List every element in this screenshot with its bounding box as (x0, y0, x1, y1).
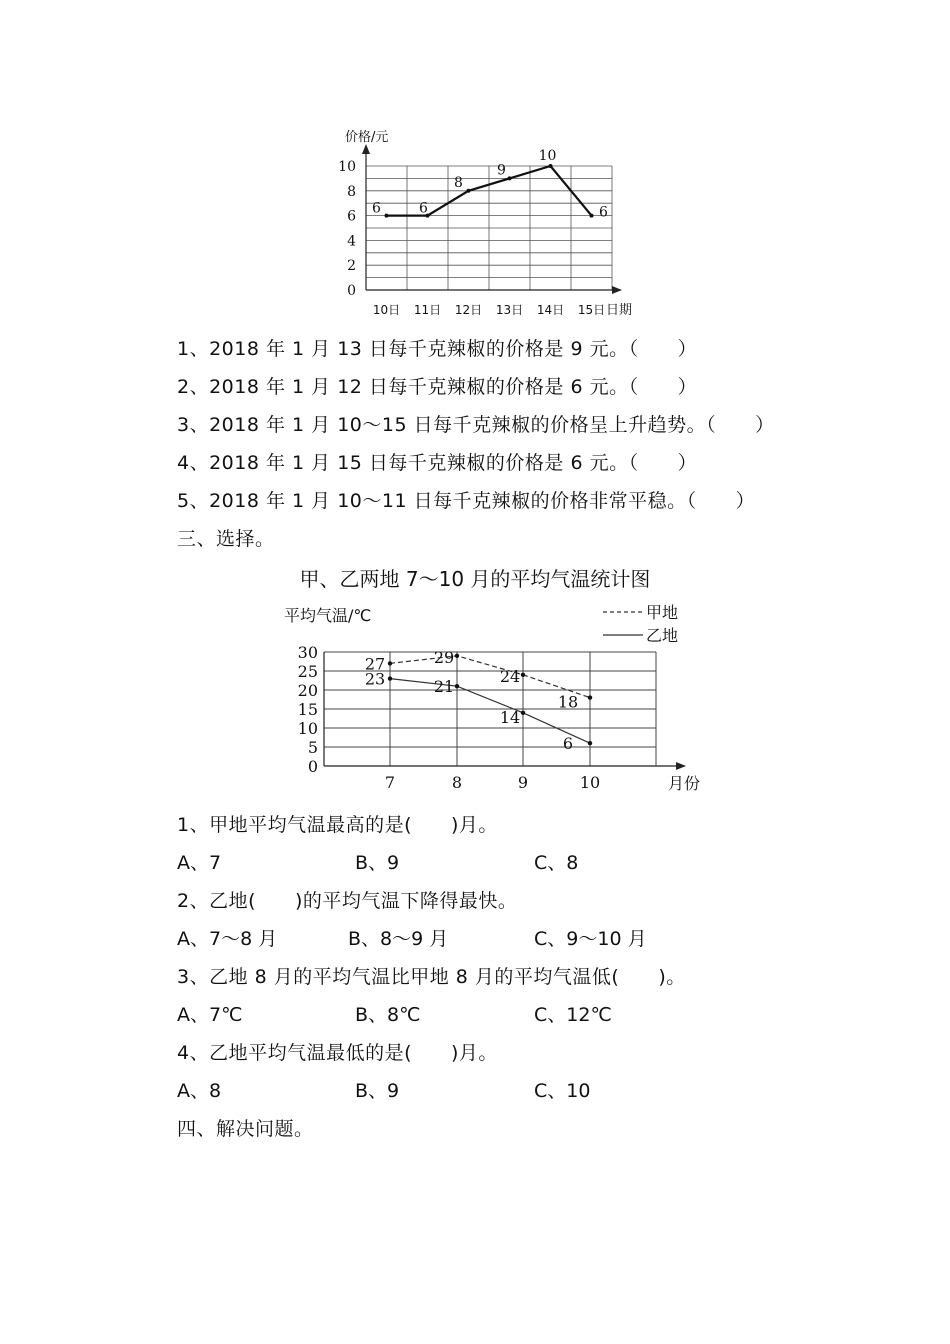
choice-3-option-b: B、8℃ (355, 1004, 421, 1026)
c1-point (385, 214, 389, 218)
c1-ytick-label: 2 (347, 258, 356, 275)
choice-1-option-b: B、9 (355, 852, 400, 874)
c2-ytick-label: 25 (297, 662, 318, 681)
c1-ytick-label: 4 (347, 233, 356, 250)
c1-x-arrow (612, 286, 622, 294)
chart1-x-axis-label: 日期 (606, 303, 633, 318)
c2-ytick-label: 10 (297, 719, 318, 738)
c1-ytick-label: 0 (347, 283, 356, 299)
c1-xtick-label: 15日 (577, 303, 606, 317)
choice-3-option-c: C、12℃ (534, 1004, 612, 1026)
c2-data-label: 21 (433, 677, 455, 697)
choice-question-2: 2、乙地( )的平均气温下降得最快。 (177, 890, 518, 912)
c1-point (467, 189, 471, 193)
judge-question-4: 4、2018 年 1 月 15 日每千克辣椒的价格是 6 元。（ ） (177, 452, 698, 474)
c1-data-label: 9 (497, 162, 506, 179)
chart2-title: 甲、乙两地 7～10 月的平均气温统计图 (299, 567, 651, 591)
section-heading-4: 四、解决问题。 (177, 1118, 314, 1140)
temperature-line-chart (0, 592, 950, 802)
judge-question-5: 5、2018 年 1 月 10～11 日每千克辣椒的价格非常平稳。（ ） (177, 490, 756, 512)
c2-xtick-label: 9 (517, 773, 529, 792)
c1-point (508, 176, 512, 180)
price-line-chart (0, 0, 950, 330)
c1-data-label: 6 (599, 204, 608, 221)
c2-point (455, 684, 459, 688)
choice-4-option-c: C、10 (534, 1080, 591, 1102)
c2-data-label: 29 (433, 647, 455, 667)
c2-series-jia-line (390, 656, 590, 698)
c1-data-label: 6 (419, 200, 428, 217)
chart2-x-ticks (385, 773, 600, 792)
chart1-y-axis-label: 价格/元 (345, 130, 389, 145)
choice-4-option-a: A、8 (177, 1080, 222, 1102)
c1-xtick-label: 14日 (536, 303, 565, 317)
c1-point (549, 164, 553, 168)
c2-data-label: 23 (364, 669, 386, 689)
chart2-y-axis-label: 平均气温/℃ (284, 606, 372, 625)
c2-data-label: 14 (499, 707, 521, 727)
c2-ytick-label: 30 (297, 643, 318, 662)
section-heading-3: 三、选择。 (177, 528, 275, 550)
c2-point (388, 661, 392, 665)
chart2-series (365, 648, 592, 753)
choice-2-option-a: A、7～8 月 (177, 928, 278, 950)
judge-question-3: 3、2018 年 1 月 10～15 日每千克辣椒的价格呈上升趋势。（ ） (177, 414, 775, 436)
chart1-series (372, 148, 608, 221)
c1-ytick-label: 10 (338, 159, 356, 175)
c2-point (588, 741, 592, 745)
c2-point (521, 673, 525, 677)
c1-data-label: 8 (454, 174, 463, 191)
c2-data-label: 18 (557, 692, 579, 712)
c2-point (388, 676, 392, 680)
choice-4-option-b: B、9 (355, 1080, 400, 1102)
c1-data-label: 6 (372, 200, 381, 217)
c2-ytick-label: 20 (297, 681, 318, 700)
chart1-axes (362, 144, 622, 294)
c2-ytick-label: 0 (307, 757, 318, 776)
c2-data-label: 6 (562, 734, 574, 754)
c2-xtick-label: 8 (451, 773, 463, 792)
chart2-legend (603, 603, 678, 645)
c1-xtick-label: 10日 (372, 303, 401, 317)
c2-data-label: 27 (364, 654, 386, 674)
legend-label-yi: 乙地 (646, 626, 679, 645)
c2-point (455, 654, 459, 658)
c2-point (521, 711, 525, 715)
c2-ytick-label: 15 (297, 700, 318, 719)
c2-xtick-label: 10 (579, 773, 601, 792)
legend-label-jia: 甲地 (646, 603, 679, 622)
choice-question-1: 1、甲地平均气温最高的是( )月。 (177, 814, 498, 836)
c2-x-arrow (676, 762, 686, 770)
c1-data-label: 10 (538, 148, 557, 164)
c2-xtick-label: 7 (384, 773, 396, 792)
c1-y-arrow (362, 144, 370, 154)
judge-question-2: 2、2018 年 1 月 12 日每千克辣椒的价格是 6 元。（ ） (177, 376, 698, 398)
c1-point (590, 214, 594, 218)
choice-3-option-a: A、7℃ (177, 1004, 243, 1026)
choice-question-4: 4、乙地平均气温最低的是( )月。 (177, 1042, 498, 1064)
c1-xtick-label: 12日 (454, 303, 483, 317)
chart2-x-axis-label: 月份 (668, 774, 701, 793)
c1-ytick-label: 6 (347, 208, 356, 225)
choice-2-option-c: C、9～10 月 (534, 928, 647, 950)
c1-xtick-label: 13日 (495, 303, 524, 317)
judge-question-1: 1、2018 年 1 月 13 日每千克辣椒的价格是 9 元。（ ） (177, 338, 698, 360)
c1-ytick-label: 8 (347, 183, 356, 200)
chart1-y-ticks (338, 159, 356, 299)
chart1-x-ticks (373, 303, 605, 317)
c2-ytick-label: 5 (307, 738, 318, 757)
c2-point (588, 695, 592, 699)
choice-question-3: 3、乙地 8 月的平均气温比甲地 8 月的平均气温低( )。 (177, 966, 686, 988)
c1-xtick-label: 11日 (413, 303, 442, 317)
choice-2-option-b: B、8～9 月 (348, 928, 449, 950)
c2-data-label: 24 (499, 666, 521, 686)
choice-1-option-a: A、7 (177, 852, 222, 874)
choice-1-option-c: C、8 (534, 852, 579, 874)
chart2-y-ticks (298, 643, 318, 776)
